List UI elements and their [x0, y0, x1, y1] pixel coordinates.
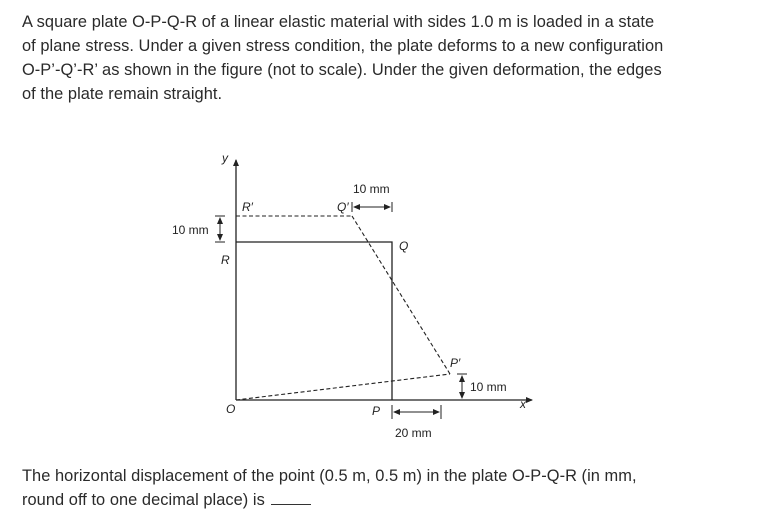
- deformed-edge-o-p-prime: [236, 374, 450, 400]
- x-axis-label: x: [520, 397, 526, 411]
- answer-blank[interactable]: [271, 490, 311, 505]
- dimension-bottom: [392, 405, 441, 419]
- label-r-prime: R′: [242, 200, 253, 214]
- label-q-prime: Q′: [337, 200, 349, 214]
- intro-line-2: of plane stress. Under a given stress condition, the plate deforms to a new configuration: [22, 37, 664, 55]
- problem-question: [22, 464, 757, 512]
- intro-line-3: O-P’-Q’-R’ as shown in the figure (not to scale). Under the given deformation, the edges: [22, 61, 662, 79]
- label-q: Q: [399, 239, 409, 253]
- dimension-right-label: 10 mm: [470, 380, 507, 394]
- dimension-top: [352, 202, 392, 212]
- dimension-top-label: 10 mm: [353, 182, 390, 196]
- intro-line-4: of the plate remain straight.: [22, 85, 223, 103]
- label-o: O: [226, 402, 236, 416]
- original-plate-outline: [236, 242, 392, 400]
- dimension-bottom-label: 20 mm: [395, 426, 432, 440]
- question-line-1: The horizontal displacement of the point (0.5 m, 0.5 m) in the plate O-P-Q-R (in mm,: [22, 467, 637, 485]
- label-r: R: [221, 253, 230, 267]
- dimension-left-label: 10 mm: [172, 223, 209, 237]
- y-axis-label: y: [222, 151, 228, 165]
- question-line-2: round off to one decimal place) is: [22, 491, 265, 509]
- dimension-left: [215, 216, 225, 242]
- intro-line-1: A square plate O-P-Q-R of a linear elastic material with sides 1.0 m is loaded in a state: [22, 13, 655, 31]
- label-p: P: [372, 404, 381, 418]
- label-p-prime: P′: [450, 356, 461, 370]
- dimension-right: [457, 374, 467, 400]
